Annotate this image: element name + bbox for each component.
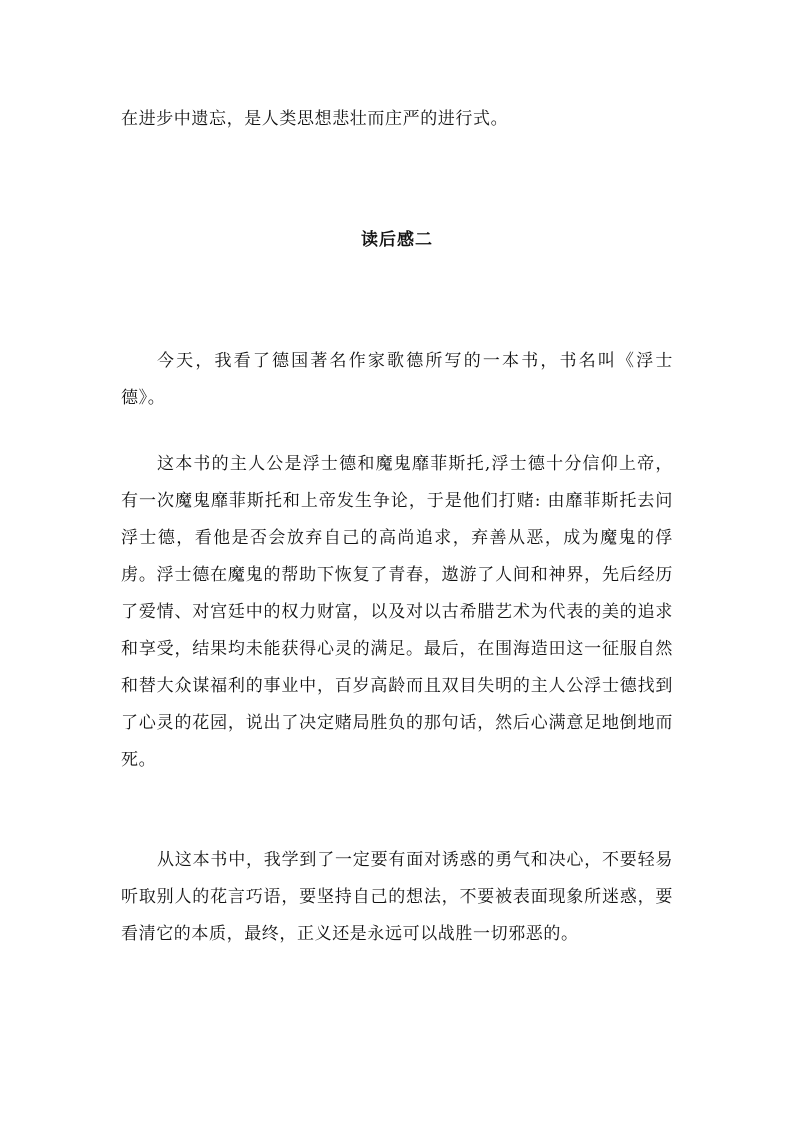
continued-paragraph: 在进步中遗忘，是人类思想悲壮而庄严的进行式。 (121, 109, 509, 129)
paragraph-reflection: 从这本书中，我学到了一定要有面对诱惑的勇气和决心，不要轻易听取别人的花言巧语，要坚持自己的想法，不要被表面现象所迷惑，要看清它的本质，最终，正义还是永远可以战胜一切邪恶的。 (121, 850, 673, 944)
section-title: 读后感二 (361, 230, 433, 250)
paragraph-intro: 今天，我看了德国著名作家歌德所写的一本书，书名叫《浮士德》。 (121, 351, 673, 408)
paragraph-summary: 这本书的主人公是浮士德和魔鬼靡菲斯托,浮士德十分信仰上帝，有一次魔鬼靡菲斯托和上帝发生争论，于是他们打赌: 由靡菲斯托去问浮士德，看他是否会放弃自己的高尚追求，弃善从恶，成为魔鬼的俘虏。浮士德在魔鬼的帮助下恢复了青春，遨游了人间和神界，先后经历了爱情、对宫廷中的权力财富，以及对以古希腊艺术为代表的美的追求和享受，结果均未能获得心灵的满足。最后，在围海造田这一征服自然和替大众谋福利的事业中，百岁高龄而且双目失明的主人公浮士德找到了心灵的花园，说出了决定赌局胜负的那句话，然后心满意足地倒地而死。 (121, 454, 673, 770)
